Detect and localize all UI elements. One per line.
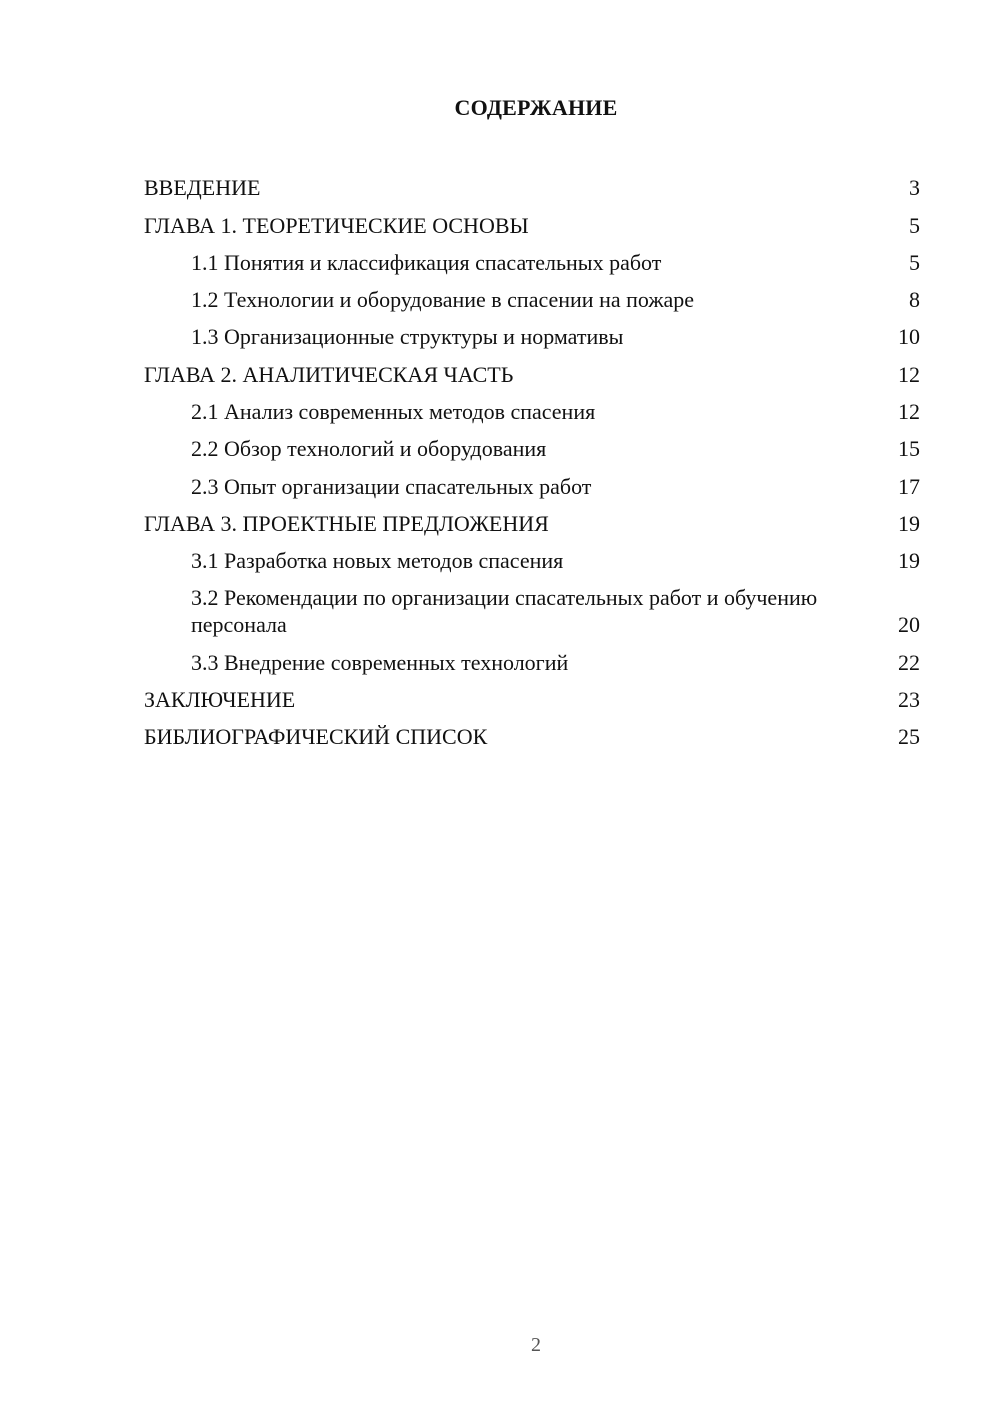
toc-entry-bibliography[interactable]	[144, 717, 920, 754]
toc-entry-introduction[interactable]	[144, 168, 920, 205]
page-number: 2	[531, 1334, 541, 1356]
toc-entry-section-3-3[interactable]	[144, 642, 920, 679]
toc-entry-page: 20	[898, 612, 920, 638]
toc-title: СОДЕРЖАНИЕ	[454, 95, 618, 120]
toc-entry-page: 3	[909, 175, 920, 201]
toc-entry-chapter-2[interactable]	[144, 354, 920, 391]
toc-entry-label: 1.1 Понятия и классификация спасательных работ	[191, 249, 662, 275]
toc-entry-page: 19	[898, 510, 920, 536]
toc-entry-label: ЗАКЛЮЧЕНИЕ	[144, 686, 296, 712]
toc-entry-page: 25	[898, 724, 920, 750]
toc-entry-chapter-3[interactable]	[144, 504, 920, 541]
toc-entry-label: 2.1 Анализ современных методов спасения	[191, 399, 596, 425]
toc-entry-label: 2.3 Опыт организации спасательных работ	[191, 473, 592, 499]
toc-entry-page: 19	[898, 548, 920, 574]
toc-entry-section-2-3[interactable]	[144, 466, 920, 503]
toc-entry-section-2-1[interactable]	[144, 392, 920, 429]
toc-entry-conclusion[interactable]	[144, 680, 920, 717]
toc-entry-section-1-2[interactable]	[144, 280, 920, 317]
toc-entry-section-3-2[interactable]	[144, 578, 920, 642]
toc-entry-section-1-3[interactable]	[144, 317, 920, 354]
toc-entry-page: 15	[898, 436, 920, 462]
toc-entry-label: БИБЛИОГРАФИЧЕСКИЙ СПИСОК	[144, 724, 488, 750]
toc-entry-page: 8	[909, 287, 920, 313]
toc-entry-label: ВВЕДЕНИЕ	[144, 175, 261, 201]
toc-entry-label: 3.3 Внедрение современных технологий	[191, 649, 569, 675]
toc-entry-page: 12	[898, 361, 920, 387]
toc-entry-label: ГЛАВА 3. ПРОЕКТНЫЕ ПРЕДЛОЖЕНИЯ	[144, 510, 549, 536]
toc-entry-label: ГЛАВА 2. АНАЛИТИЧЕСКАЯ ЧАСТЬ	[144, 361, 514, 387]
toc-entry-label: 1.2 Технологии и оборудование в спасении на пожаре	[191, 287, 695, 313]
toc-entry-page: 12	[898, 399, 920, 425]
toc-entry-label: 1.3 Организационные структуры и нормативы	[191, 324, 624, 350]
toc-entry-page: 5	[909, 212, 920, 238]
toc-entry-section-1-1[interactable]	[144, 243, 920, 280]
toc-entry-section-3-1[interactable]	[144, 541, 920, 578]
toc-entry-page: 22	[898, 649, 920, 675]
toc-entry-label: ГЛАВА 1. ТЕОРЕТИЧЕСКИЕ ОСНОВЫ	[144, 212, 529, 238]
toc-entry-page: 10	[898, 324, 920, 350]
toc-entry-page: 5	[909, 249, 920, 275]
toc-entry-chapter-1[interactable]	[144, 205, 920, 242]
toc-entry-page: 23	[898, 686, 920, 712]
toc-list	[144, 168, 920, 754]
toc-entry-label: 3.2 Рекомендации по организации спасательных работ и обучению персонала	[191, 585, 818, 638]
toc-entry-label: 3.1 Разработка новых методов спасения	[191, 548, 564, 574]
toc-entry-label: 2.2 Обзор технологий и оборудования	[191, 436, 547, 462]
toc-entry-page: 17	[898, 473, 920, 499]
toc-entry-section-2-2[interactable]	[144, 429, 920, 466]
